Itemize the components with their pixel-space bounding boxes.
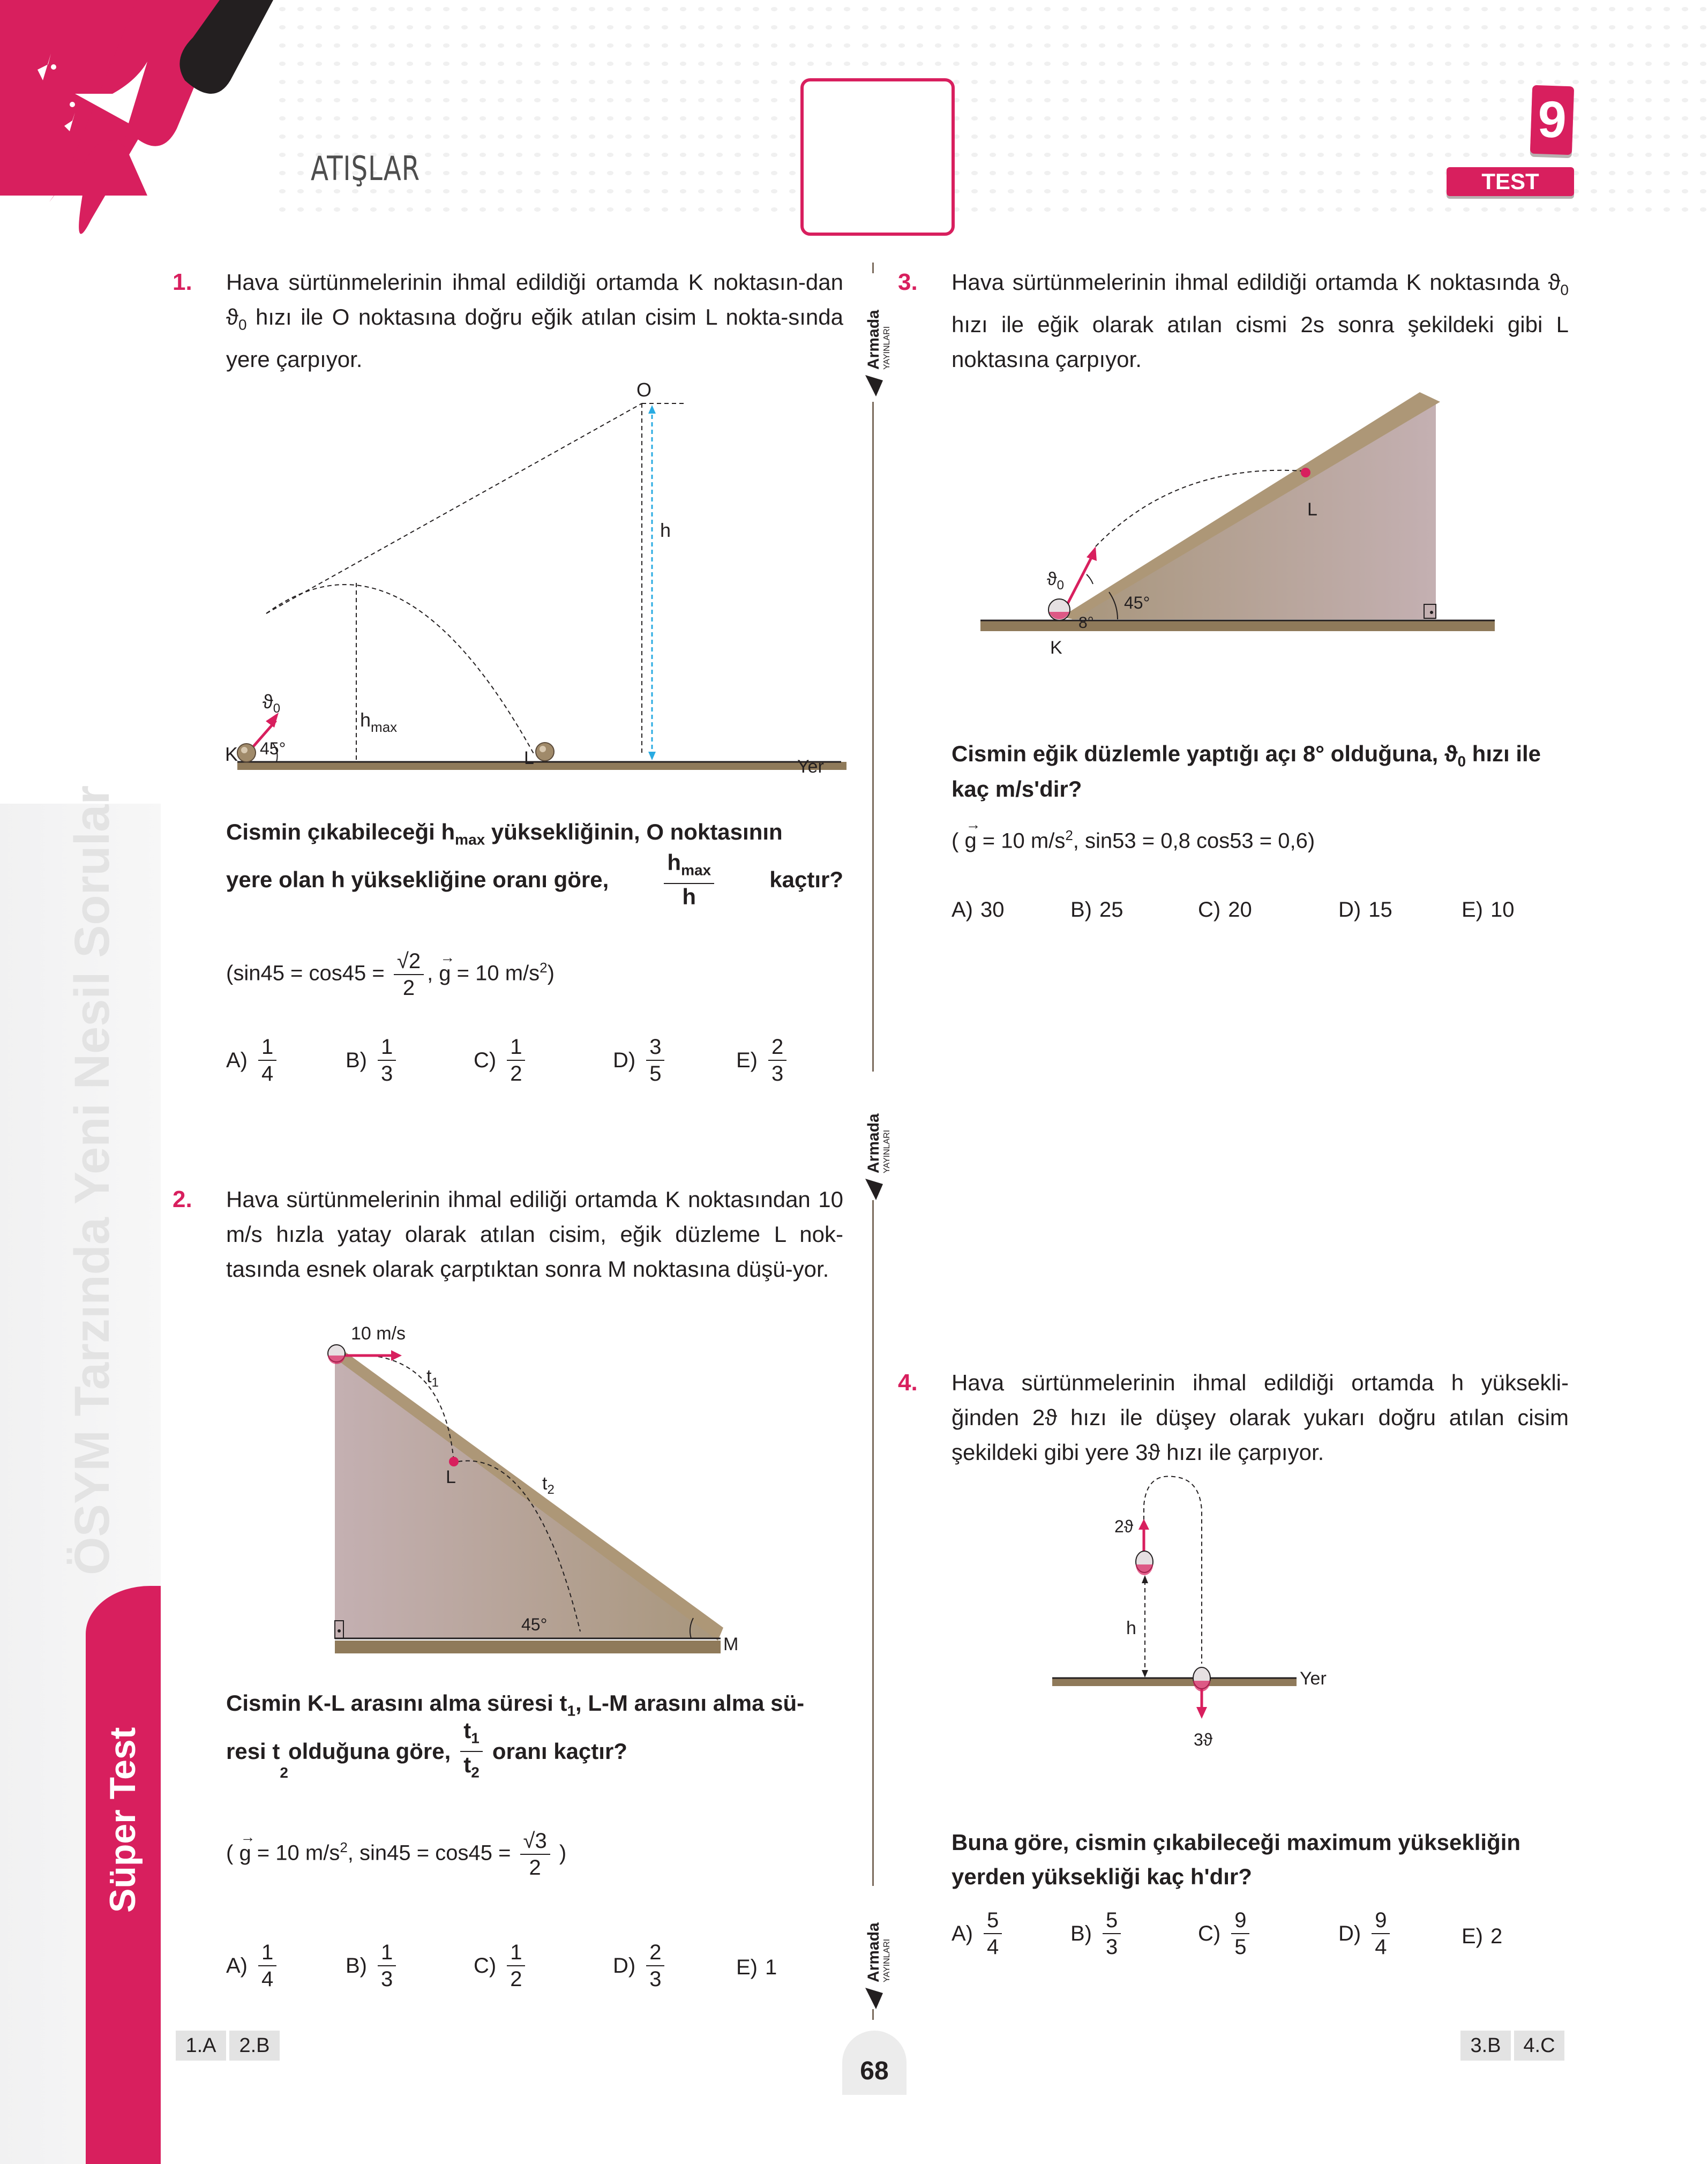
trajectory — [1144, 1476, 1202, 1664]
rocket-icon — [865, 375, 883, 396]
publisher-sub: YAYINLARI — [882, 1129, 892, 1173]
question-1-diagram — [225, 379, 846, 793]
option-d[interactable]: D) 15 — [1338, 898, 1392, 922]
publisher-name: Armada — [865, 310, 882, 370]
rocket-icon — [865, 1179, 883, 1200]
question-prompt: Buna göre, cismin çıkabileceği maximum yüksekliğin — [952, 1830, 1521, 1855]
label-h: h — [660, 519, 671, 541]
option-e[interactable]: E) 1 — [736, 1956, 777, 1979]
publisher-name: Armada — [865, 1113, 882, 1173]
label-down-speed: 3ϑ — [1194, 1730, 1213, 1749]
option-c[interactable]: C) $\frac{1}{2}$ — [474, 1940, 528, 1992]
question-text: Hava sürtünmelerinin ihmal edildiği ortamda K noktasında $ϑ_0$ hızı ile eğik olarak atılan cismi 2s sonra şekildeki gibi L noktasına çarpıyor. — [952, 269, 1569, 372]
given-values: (sin45 = cos45 = $\frac{√2}{2}$ , → g = 10 $m/s^2$) — [226, 948, 555, 1001]
label-h: h — [1126, 1618, 1136, 1638]
ball-k — [237, 744, 256, 762]
question-prompt: Cismin K-L arasını alma süresi $t_1$, L-M arasını alma sü- — [226, 1690, 805, 1719]
label-t1: $t_1$ — [426, 1366, 439, 1390]
label-v0: $ϑ_0$ — [1047, 569, 1064, 593]
question-prompt-line2: yerden yüksekliği kaç h'dır? — [952, 1864, 1252, 1889]
sidebar-section-label: Süper Test — [102, 1727, 143, 1913]
question-number: 3. — [898, 269, 918, 295]
column-divider — [872, 1200, 874, 1886]
label-angle: 45° — [260, 739, 286, 758]
option-e[interactable]: E) $\frac{2}{3}$ — [736, 1034, 790, 1087]
question-number: 2. — [173, 1186, 192, 1212]
option-d[interactable]: D) $\frac{9}{4}$ — [1338, 1907, 1393, 1960]
question-number: 4. — [898, 1369, 918, 1396]
label-l: L — [524, 748, 534, 768]
option-c[interactable]: C) $\frac{9}{5}$ — [1198, 1907, 1253, 1960]
label-l: L — [1307, 499, 1317, 520]
answer-key-item: 2.B — [229, 2031, 280, 2061]
label-angle: 45° — [521, 1615, 548, 1634]
question-text: Hava sürtünmelerinin ihmal edildiği ortamda K noktasın-dan $ϑ_0$ hızı ile O noktasına doğru eğik atılan cisim L nokta-sında yere çarpıyor. — [226, 269, 843, 372]
answer-key-item: 1.A — [176, 2031, 226, 2061]
ball-l — [536, 743, 554, 761]
point-l — [449, 1457, 459, 1466]
option-a[interactable]: A) 30 — [952, 898, 1005, 922]
answer-key-item: 3.B — [1460, 2031, 1511, 2061]
column-divider — [872, 402, 874, 1072]
option-e[interactable]: E) 10 — [1462, 898, 1515, 922]
question-prompt: Cismin eğik düzlemle yaptığı açı 8° olduğuna, $ϑ_0$ hızı ile — [952, 741, 1541, 770]
publisher-name: Armada — [865, 1922, 882, 1982]
label-m: M — [723, 1634, 739, 1654]
option-b[interactable]: B) 25 — [1070, 898, 1123, 922]
publisher-sub: YAYINLARI — [882, 326, 892, 370]
ground — [335, 1641, 721, 1653]
label-angle-small: 8° — [1078, 614, 1094, 632]
answer-box — [800, 78, 955, 236]
v0-arrow — [1066, 555, 1093, 606]
label-up-speed: 2ϑ — [1114, 1517, 1134, 1536]
ground — [980, 620, 1495, 631]
option-b[interactable]: B) $\frac{5}{3}$ — [1070, 1907, 1124, 1960]
option-d[interactable]: D) $\frac{2}{3}$ — [613, 1940, 668, 1992]
rocket-icon — [865, 1988, 883, 2009]
publisher-sub: YAYINLARI — [882, 1938, 892, 1982]
ground — [1052, 1678, 1297, 1686]
test-number-badge: 9 — [1530, 85, 1574, 155]
option-e[interactable]: E) 2 — [1462, 1925, 1503, 1948]
label-l: L — [446, 1467, 456, 1487]
question-prompt-line2: yere olan h yüksekliğine oranı göre, $\frac{h_{max}}{h}$ kaçtır? — [226, 850, 843, 910]
point-l — [1301, 468, 1310, 477]
label-ground: Yer — [797, 757, 824, 777]
label-v0: $ϑ_0$ — [263, 691, 281, 716]
page-number: 68 — [860, 2057, 889, 2085]
option-a[interactable]: A) $\frac{5}{4}$ — [952, 1907, 1005, 1960]
option-b[interactable]: B) $\frac{1}{3}$ — [346, 1034, 399, 1087]
column-divider — [872, 2009, 874, 2020]
option-c[interactable]: C) 20 — [1198, 898, 1252, 922]
question-2-diagram — [321, 1313, 750, 1672]
label-angle: 45° — [1124, 593, 1150, 612]
publisher-logo — [856, 1077, 892, 1200]
ratio-fraction: $\frac{t_1}{t_2}$ — [460, 1718, 483, 1786]
option-c[interactable]: C) $\frac{1}{2}$ — [474, 1034, 528, 1087]
question-3-diagram — [964, 375, 1500, 723]
label-ground: Yer — [1300, 1668, 1327, 1689]
question-prompt: Cismin çıkabileceği $h_{max}$ yüksekliğinin, O noktasının — [226, 819, 783, 848]
question-prompt-line2: resi t $_2$ olduğuna göre, $\frac{t_1}{t_2}$ oranı kaçtır? — [226, 1718, 627, 1786]
publisher-logo — [856, 273, 892, 396]
given-values: ( → g = 10 $m/s^2$, sin45 = cos45 = $\frac{√3}{2}$ ) — [226, 1828, 566, 1881]
label-k: K — [1050, 638, 1062, 658]
label-k: K — [225, 743, 238, 765]
sidebar-watermark: ÖSYM Tarzında Yeni Nesil Sorular — [65, 785, 119, 1575]
option-d[interactable]: D) $\frac{3}{5}$ — [613, 1034, 668, 1087]
topic-title: ATIŞLAR — [311, 149, 421, 188]
option-b[interactable]: B) $\frac{1}{3}$ — [346, 1940, 399, 1992]
label-o: O — [636, 379, 652, 401]
given-values: ( → g = 10 $m/s^2$, sin53 = 0,8 cos53 = 0,6) — [952, 822, 1315, 854]
ground — [237, 762, 846, 770]
label-speed: 10 m/s — [351, 1323, 406, 1344]
label-hmax: $h_{max}$ — [360, 709, 398, 735]
column-divider — [872, 263, 874, 273]
question-number: 1. — [173, 269, 192, 295]
question-prompt-line2: kaç m/s'dir? — [952, 776, 1082, 802]
option-a[interactable]: A) $\frac{1}{4}$ — [226, 1034, 280, 1087]
question-text: Hava sürtünmelerinin ihmal edildiği ortamda h yüksekli-ğinden 2ϑ hızı ile düşey olarak yukarı doğru atılan cisim şekildeki gibi yere 3ϑ hızı ile çarpıyor. — [952, 1370, 1569, 1465]
label-t2: $t_2$ — [542, 1473, 555, 1497]
question-text: Hava sürtünmelerinin ihmal ediliği ortamda K noktasından 10 m/s hızla yatay olarak atılan cisim, eğik düzleme L nok-tasında esnek olarak çarptıktan sonra M noktasına düşü-yor. — [226, 1187, 843, 1282]
test-label-badge: TEST — [1447, 167, 1574, 196]
ratio-fraction: $\frac{h_{max}}{h}$ — [664, 850, 714, 910]
publisher-logo — [856, 1886, 892, 2009]
question-4-diagram — [1045, 1457, 1473, 1795]
option-a[interactable]: A) $\frac{1}{4}$ — [226, 1940, 280, 1992]
answer-key-item: 4.C — [1514, 2031, 1564, 2061]
